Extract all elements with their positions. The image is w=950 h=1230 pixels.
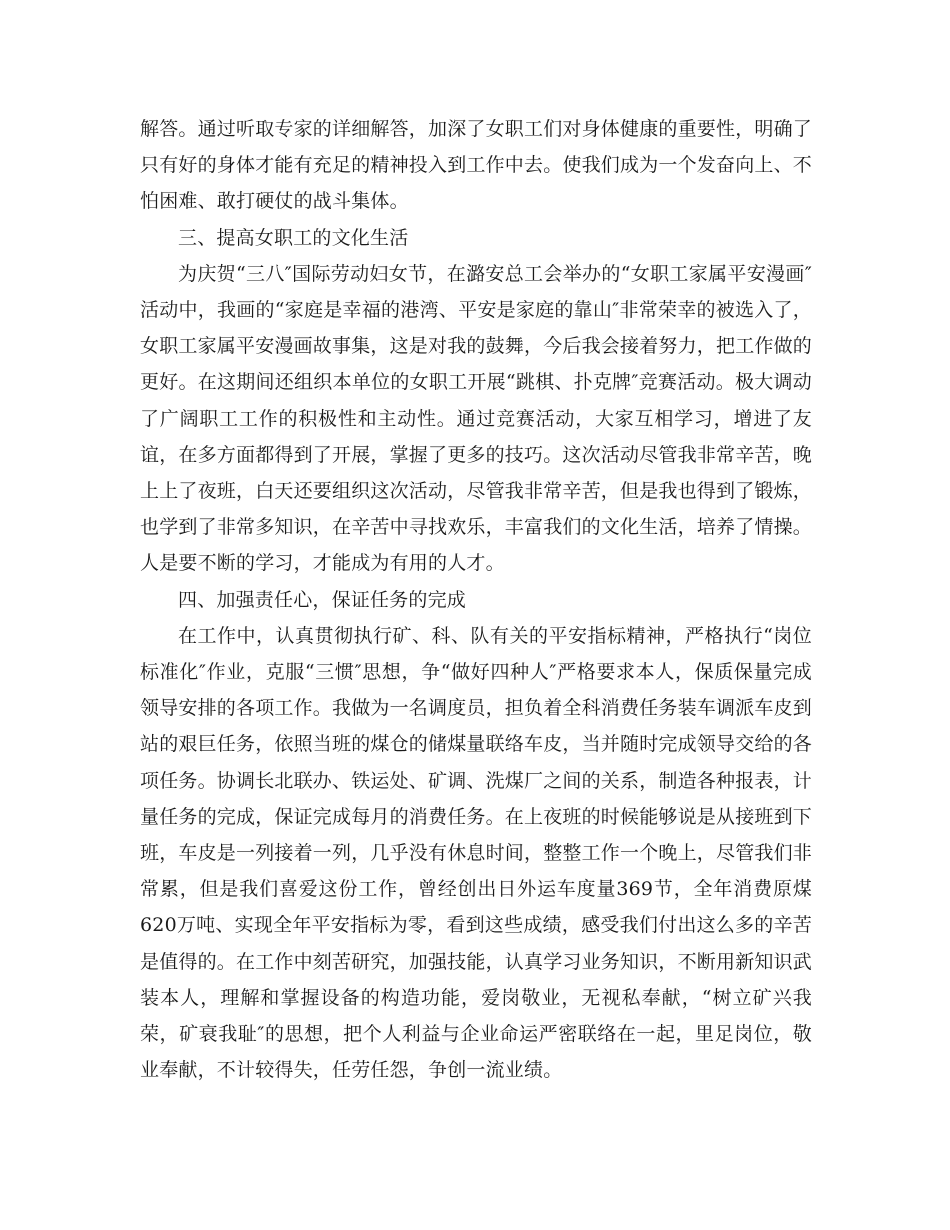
paragraph-responsibility: 在工作中，认真贯彻执行矿、科、队有关的平安指标精神，严格执行“岗位标准化″作业，克服“三惯″思想，争“做好四种人″严格要求本人，保质保量完成领导安排的各项工作。我做为一名调度员，担负着全科消费任务装车调派车皮到站的艰巨任务，依照当班的煤仓的储煤量联络车皮，当并随时完成领导交给的各项任务。协调长北联办、铁运处、矿调、洗煤厂之间的关系，制造各种报表，计量任务的完成，保证完成每月的消费任务。在上夜班的时候能够说是从接班到下班，车皮是一列接着一列，几乎没有休息时间，整整工作一个晚上，尽管我们非常累，但是我们喜爱这份工作，曾经创出日外运车度量369节，全年消费原煤620万吨、实现全年平安指标为零，看到这些成绩，感受我们付出这么多的辛苦是值得的。在工作中刻苦研究，加强技能，认真学习业务知识，不断用新知识武装本人，理解和掌握设备的构造功能，爱岗敬业，无视私奉献，“树立矿兴我荣，矿衰我耻″的思想，把个人利益与企业命运严密联络在一起，里足岗位，敬业奉献，不计较得失，任劳任怨，争创一流业绩。	[140, 624, 813, 1082]
document-body	[140, 111, 812, 1088]
section-heading-culture: 三、提高女职工的文化生活	[178, 226, 409, 249]
section-heading-responsibility: 四、加强责任心，保证任务的完成	[178, 588, 467, 611]
paragraph-culture: 为庆贺“三八″国际劳动妇女节，在潞安总工会举办的“女职工家属平安漫画″活动中，我画的“家庭是幸福的港湾、平安是家庭的靠山″非常荣幸的被选入了，女职工家属平安漫画故事集，这是对我的鼓舞，今后我会接着努力，把工作做的更好。在这期间还组织本单位的女职工开展“跳棋、扑克牌″竞赛活动。极大调动了广阔职工工作的积极性和主动性。通过竞赛活动，大家互相学习，增进了友谊，在多方面都得到了开展，掌握了更多的技巧。这次活动尽管我非常辛苦，晚上上了夜班，白天还要组织这次活动，尽管我非常辛苦，但是我也得到了锻炼，也学到了非常多知识，在辛苦中寻找欢乐，丰富我们的文化生活，培养了情操。人是要不断的学习，才能成为有用的人才。	[140, 262, 813, 575]
paragraph-health-answer: 解答。通过听取专家的详细解答，加深了女职工们对身体健康的重要性，明确了只有好的身体才能有充足的精神投入到工作中去。使我们成为一个发奋向上、不怕困难、敢打硬仗的战斗集体。	[140, 118, 813, 213]
